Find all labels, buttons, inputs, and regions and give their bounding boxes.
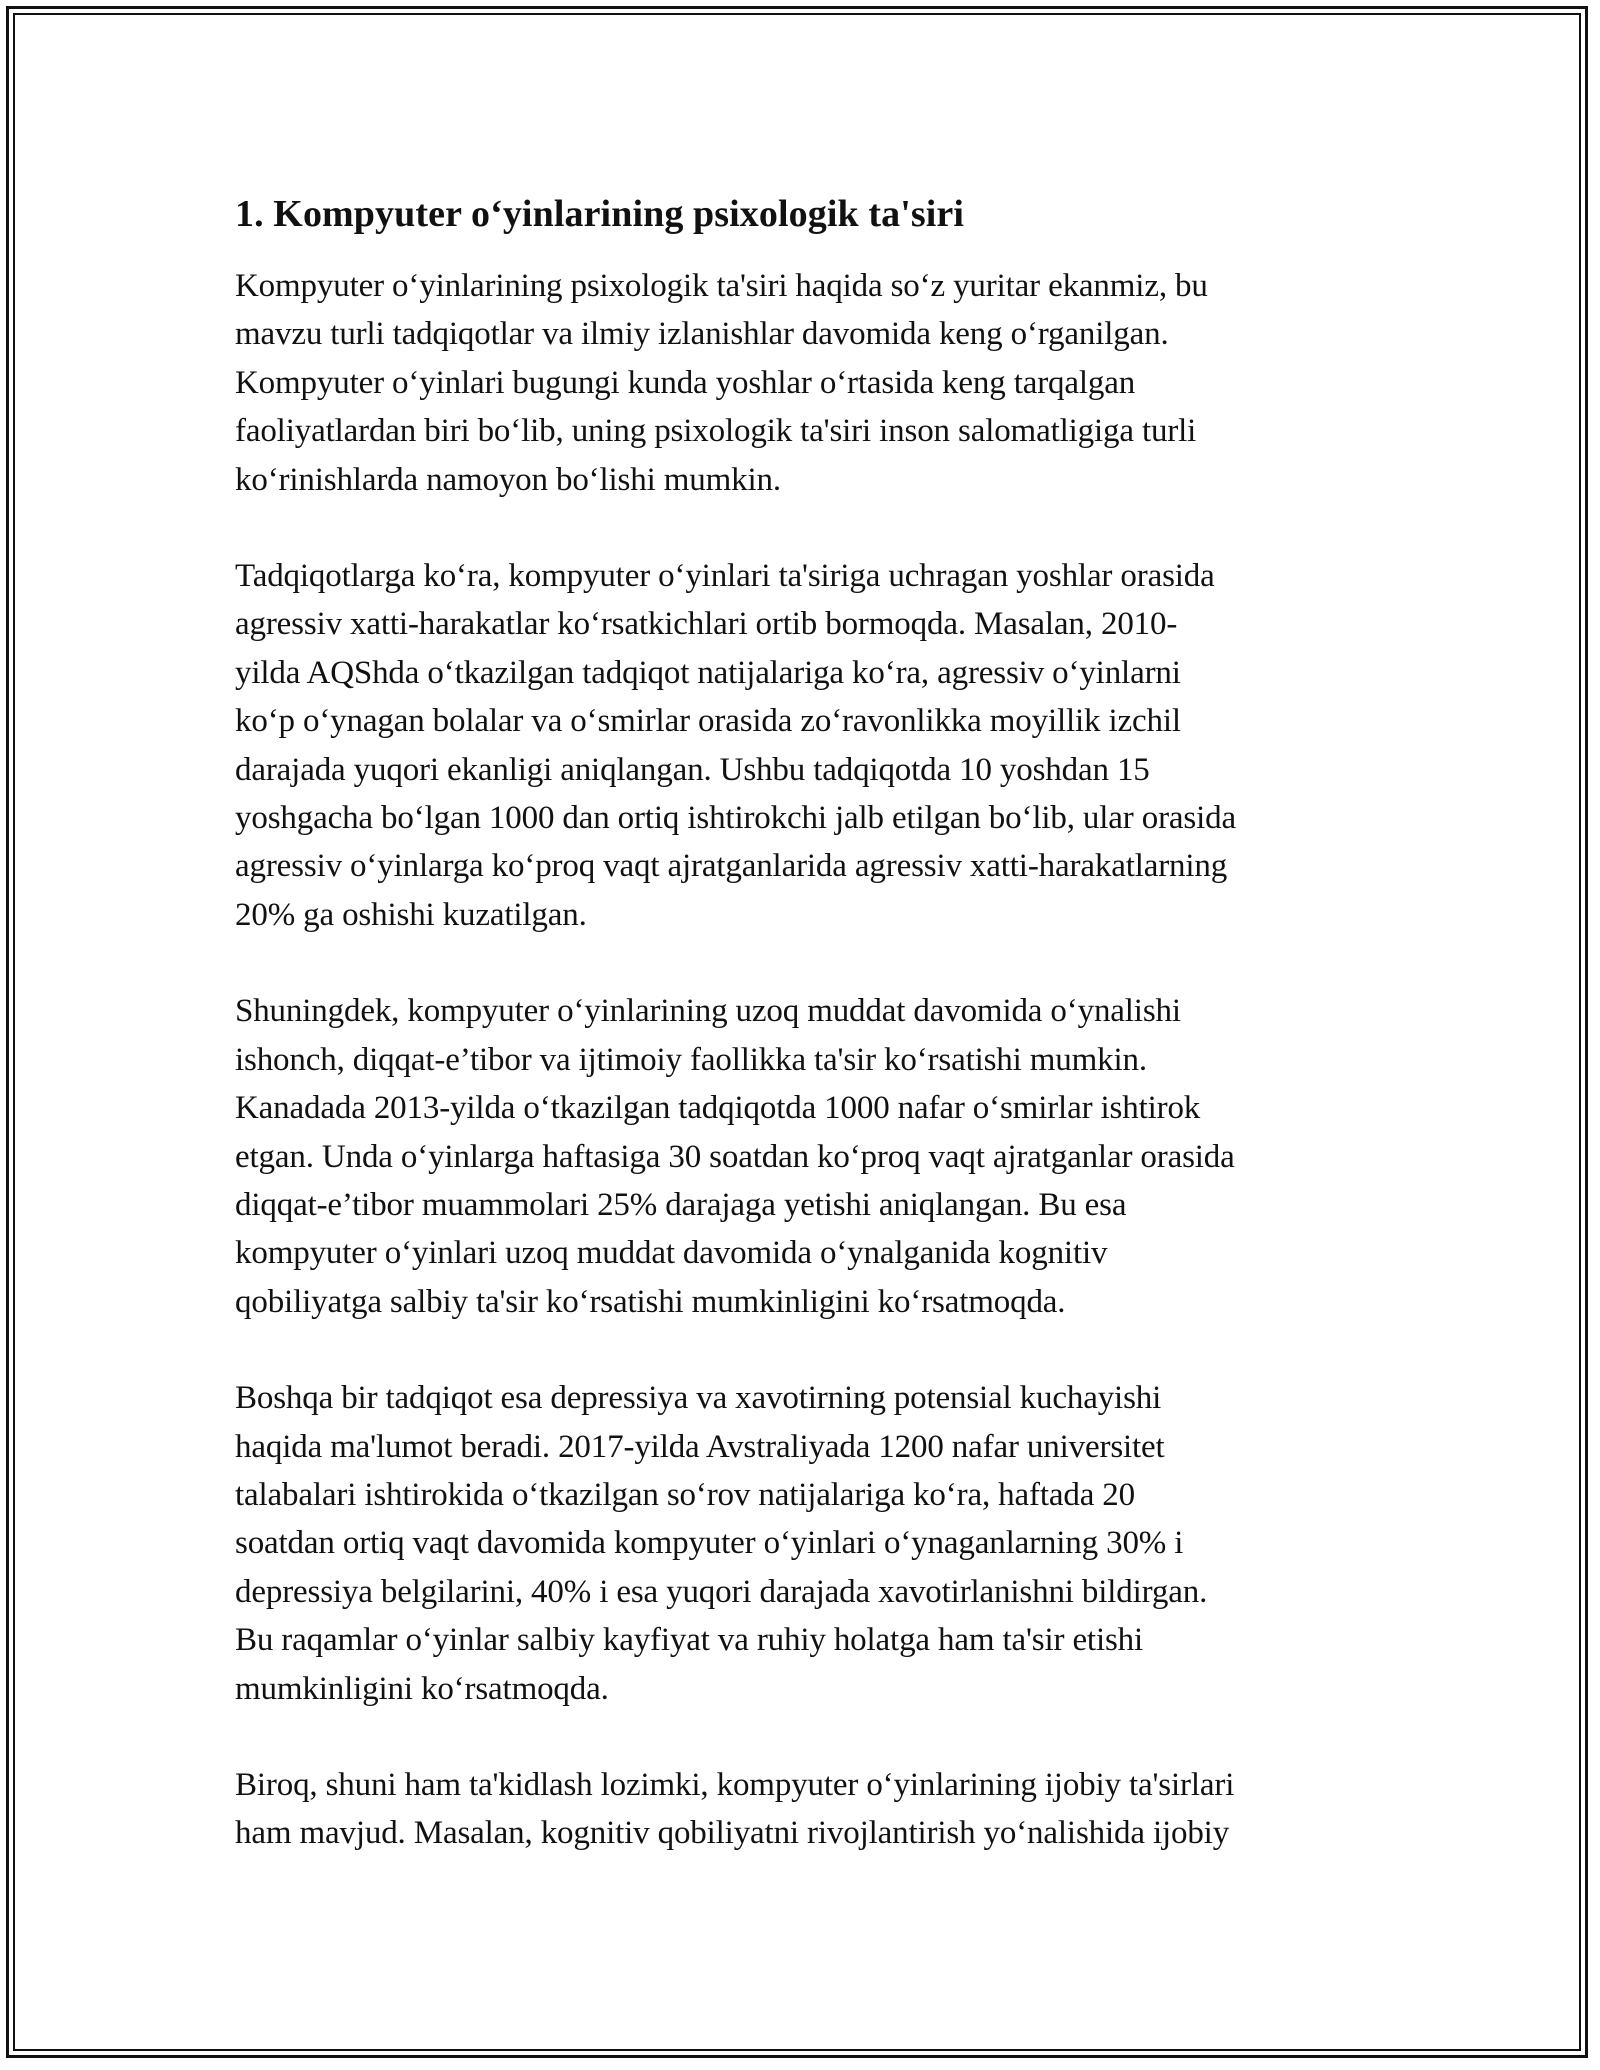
text-line: Kompyuter o‘yinlari bugungi kunda yoshlar o‘rtasida keng tarqalgan <box>235 364 1136 401</box>
text-line: ko‘rinishlarda namoyon bo‘lishi mumkin. <box>235 461 781 498</box>
text-line: yoshgacha bo‘lgan 1000 dan ortiq ishtirokchi jalb etilgan bo‘lib, ular orasida <box>235 800 1236 837</box>
document-body <box>235 186 1375 1858</box>
paragraph-depression <box>235 1374 1375 1713</box>
text-line: soatdan ortiq vaqt davomida kompyuter o‘yinlari o‘ynaganlarning 30% i <box>235 1525 1184 1562</box>
text-line: Boshqa bir tadqiqot esa depressiya va xavotirning potensial kuchayishi <box>235 1380 1162 1417</box>
paragraph-aggression <box>235 552 1375 939</box>
text-line: diqqat-e’tibor muammolari 25% darajaga yetishi aniqlangan. Bu esa <box>235 1186 1127 1223</box>
text-line: ishonch, diqqat-e’tibor va ijtimoiy faollikka ta'sir ko‘rsatishi mumkin. <box>235 1041 1147 1078</box>
text-line: kompyuter o‘yinlari uzoq muddat davomida o‘ynalganida kognitiv <box>235 1235 1108 1272</box>
text-line: qobiliyatga salbiy ta'sir ko‘rsatishi mumkinligini ko‘rsatmoqda. <box>235 1283 1066 1320</box>
text-line: depressiya belgilarini, 40% i esa yuqori darajada xavotirlanishni bildirgan. <box>235 1573 1208 1610</box>
text-line: Kompyuter o‘yinlarining psixologik ta'siri haqida so‘z yuritar ekanmiz, bu <box>235 268 1208 304</box>
text-line: mavzu turli tadqiqotlar va ilmiy izlanishlar davomida keng o‘rganilgan. <box>235 316 1169 353</box>
paragraph-intro <box>235 262 1375 504</box>
section-heading: 1. Kompyuter o‘yinlarining psixologik ta'siri <box>235 193 965 235</box>
text-line: faoliyatlardan biri bo‘lib, uning psixologik ta'siri inson salomatligiga turli <box>235 413 1197 450</box>
text-line: mumkinligini ko‘rsatmoqda. <box>235 1670 609 1707</box>
paragraph-positive-effects <box>235 1761 1375 1858</box>
text-line: yilda AQShda o‘tkazilgan tadqiqot natijalariga ko‘ra, agressiv o‘yinlarni <box>235 654 1181 691</box>
text-line: Tadqiqotlarga ko‘ra, kompyuter o‘yinlari ta'siriga uchragan yoshlar orasida <box>235 558 1215 595</box>
paragraph-attention <box>235 987 1375 1326</box>
text-line: Kanadada 2013-yilda o‘tkazilgan tadqiqotda 1000 nafar o‘smirlar ishtirok <box>235 1090 1201 1127</box>
text-line: ko‘p o‘ynagan bolalar va o‘smirlar orasida zo‘ravonlikka moyillik izchil <box>235 703 1181 740</box>
text-line: Bu raqamlar o‘yinlar salbiy kayfiyat va ruhiy holatga ham ta'sir etishi <box>235 1622 1144 1659</box>
text-line: 20% ga oshishi kuzatilgan. <box>235 896 587 933</box>
text-line: agressiv o‘yinlarga ko‘proq vaqt ajratganlarida agressiv xatti-harakatlarning <box>235 848 1228 885</box>
text-line: darajada yuqori ekanligi aniqlangan. Ushbu tadqiqotda 10 yoshdan 15 <box>235 751 1150 788</box>
text-line: ham mavjud. Masalan, kognitiv qobiliyatni rivojlantirish yo‘nalishida ijobiy <box>235 1815 1230 1852</box>
text-line: talabalari ishtirokida o‘tkazilgan so‘rov natijalariga ko‘ra, haftada 20 <box>235 1476 1136 1513</box>
text-line: etgan. Unda o‘yinlarga haftasiga 30 soatdan ko‘proq vaqt ajratganlar orasida <box>235 1138 1235 1175</box>
text-line: agressiv xatti-harakatlar ko‘rsatkichlari ortib bormoqda. Masalan, 2010- <box>235 606 1178 643</box>
text-line: Shuningdek, kompyuter o‘yinlarining uzoq muddat davomida o‘ynalishi <box>235 993 1181 1030</box>
text-line: Biroq, shuni ham ta'kidlash lozimki, kompyuter o‘yinlarining ijobiy ta'sirlari <box>235 1766 1235 1803</box>
text-line: haqida ma'lumot beradi. 2017-yilda Avstraliyada 1200 nafar universitet <box>235 1428 1165 1465</box>
